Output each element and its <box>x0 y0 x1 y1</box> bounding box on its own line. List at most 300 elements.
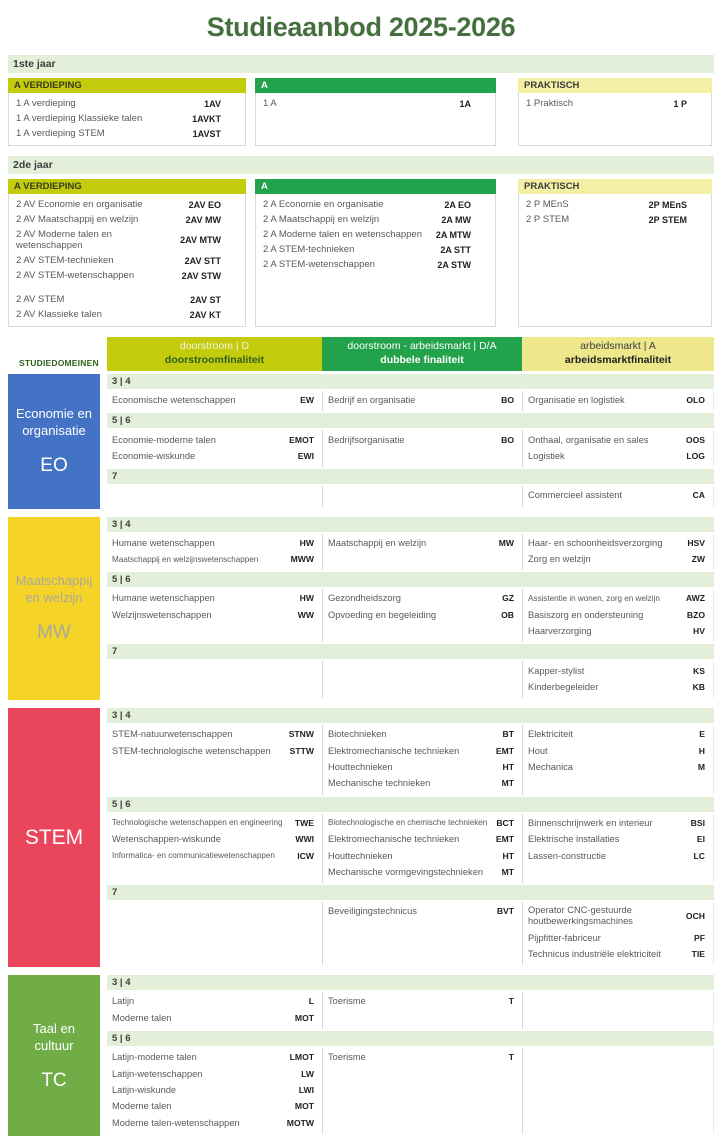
program-box-header: A VERDIEPING <box>8 179 246 194</box>
study-row <box>107 993 322 1009</box>
study-code: MT <box>501 866 514 877</box>
phase-grid <box>107 902 714 965</box>
program-code: 2AV KT <box>189 309 221 320</box>
study-code: KS <box>693 665 705 676</box>
study-row <box>323 759 522 775</box>
phase-band: 7 <box>107 469 714 484</box>
study-code: OLO <box>686 395 705 406</box>
program-box-header: A VERDIEPING <box>8 78 246 93</box>
domain-section-body <box>107 517 714 701</box>
study-code: OCH <box>685 911 705 922</box>
phase-band: 5 | 6 <box>107 413 714 428</box>
study-code: AWZ <box>685 593 705 604</box>
column-header-line1: doorstroom - arbeidsmarkt | D/A <box>347 340 497 352</box>
study-name: Assistentie in wonen, zorg en welzijn <box>528 593 660 603</box>
column-header-line2: dubbele finaliteit <box>380 353 464 366</box>
study-name: Economische wetenschappen <box>112 395 236 406</box>
program-row <box>9 292 245 307</box>
phase-column-3 <box>522 814 714 884</box>
study-name: Latijn-moderne talen <box>112 1052 197 1063</box>
study-code: EMOT <box>289 434 314 445</box>
study-name: Toerisme <box>328 1052 366 1063</box>
phase-band: 3 | 4 <box>107 975 714 990</box>
phase-column-1 <box>107 391 322 411</box>
study-name: Kapper-stylist <box>528 665 585 676</box>
phase-grid <box>107 534 714 571</box>
program-row <box>9 212 245 227</box>
study-name: Wetenschappen-wiskunde <box>112 834 221 845</box>
study-name: Latijn <box>112 996 135 1007</box>
study-code: EMT <box>495 834 514 845</box>
study-row <box>107 831 322 847</box>
program-name: 2 A STEM-technieken <box>263 244 355 255</box>
study-row <box>107 448 322 464</box>
study-row <box>323 847 522 863</box>
study-code: MOTW <box>286 1117 314 1128</box>
study-code: PF <box>694 932 705 943</box>
domain-section <box>8 708 714 967</box>
study-name: Economie-moderne talen <box>112 434 216 445</box>
study-name: Humane wetenschappen <box>112 537 215 548</box>
phase-band: 7 <box>107 885 714 900</box>
study-name: Maatschappij en welzijnswetenschappen <box>112 554 259 564</box>
domain-abbr: TC <box>41 1069 67 1091</box>
domain-name-line: organisatie <box>22 423 86 439</box>
program-code: 2A STT <box>440 244 471 255</box>
program-code: 2AV EO <box>188 199 221 210</box>
phase-column-1 <box>107 430 322 467</box>
program-box-header: PRAKTISCH <box>518 179 712 194</box>
program-row <box>9 96 245 111</box>
study-row <box>323 864 522 880</box>
program-box-body <box>255 93 496 146</box>
domain-abbr: MW <box>37 622 71 644</box>
program-box-body <box>8 93 246 146</box>
program-box-body <box>518 194 712 327</box>
study-row <box>523 431 713 447</box>
program-name: 2 AV STEM-technieken <box>16 255 114 266</box>
study-row <box>523 831 713 847</box>
study-code: HSV <box>687 537 705 548</box>
study-name: Haar- en schoonheidsverzorging <box>528 537 663 548</box>
study-name: Gezondheidszorg <box>328 593 401 604</box>
domain-name-line: Taal en <box>33 1020 75 1036</box>
study-row <box>523 743 713 759</box>
study-code: EI <box>696 834 705 845</box>
study-name: Hout <box>528 745 548 756</box>
column-header-arbeidsmarkt <box>522 337 714 371</box>
study-row <box>323 431 522 447</box>
study-code: MWW <box>290 554 314 565</box>
study-name: STEM-technologische wetenschappen <box>112 745 271 756</box>
program-box <box>255 179 496 327</box>
program-row <box>9 197 245 212</box>
year-1-section <box>8 55 714 146</box>
study-name: Elektromechanische technieken <box>328 745 460 756</box>
study-name: Technologische wetenschappen en engineering <box>112 818 283 828</box>
phase-column-2 <box>322 534 522 571</box>
study-name: Moderne talen <box>112 1012 172 1023</box>
phase-grid <box>107 661 714 698</box>
year-2-boxes <box>8 179 714 327</box>
phase-column-3 <box>522 534 714 571</box>
program-name: 1 A <box>263 98 277 109</box>
program-name: 2 A Moderne talen en wetenschappen <box>263 229 422 240</box>
study-name: Moderne talen <box>112 1101 172 1112</box>
program-name: 2 A Economie en organisatie <box>263 199 384 210</box>
study-row <box>107 1049 322 1065</box>
study-row <box>323 535 522 551</box>
program-row <box>9 111 245 126</box>
program-box-header: A <box>255 78 496 93</box>
study-code: HW <box>299 593 314 604</box>
program-box-body <box>8 194 246 327</box>
study-code: T <box>508 1052 514 1063</box>
phase-column-2 <box>322 992 522 1029</box>
study-row <box>523 662 713 678</box>
domain-name-line: Maatschappij <box>15 573 93 589</box>
program-code: 2AV STT <box>184 255 221 266</box>
phase-grid <box>107 725 714 795</box>
study-code: BZO <box>686 609 705 620</box>
study-name: Maatschappij en welzijn <box>328 537 427 548</box>
program-code: 2A STW <box>437 259 471 270</box>
phase-band: 7 <box>107 644 714 659</box>
phase-column-1 <box>107 902 322 965</box>
study-row <box>107 847 322 863</box>
phase-grid <box>107 391 714 411</box>
program-row <box>519 96 711 111</box>
phase-column-2 <box>322 391 522 411</box>
program-name: 1 A verdieping Klassieke talen <box>16 113 143 124</box>
phase-column-1 <box>107 725 322 795</box>
study-row <box>523 847 713 863</box>
study-row <box>323 775 522 791</box>
column-header-doorstroom <box>107 337 322 371</box>
column-header-line2: doorstroomfinaliteit <box>164 353 265 366</box>
phase-band: 5 | 6 <box>107 572 714 587</box>
phase-column-2 <box>322 725 522 795</box>
study-name: Basiszorg en ondersteuning <box>528 609 644 620</box>
phase-column-2 <box>322 902 522 965</box>
study-code: OOS <box>685 434 705 445</box>
program-row <box>256 96 495 111</box>
phase-column-3 <box>522 589 714 642</box>
study-row <box>523 946 713 962</box>
program-row <box>9 126 245 141</box>
program-code: 2A MW <box>441 214 471 225</box>
study-code: LC <box>693 850 705 861</box>
phase-column-3 <box>522 725 714 795</box>
study-row <box>523 487 713 503</box>
study-row <box>523 815 713 831</box>
study-name: Zorg en welzijn <box>528 554 591 565</box>
year-2-label: 2de jaar <box>8 156 714 174</box>
domain-box <box>8 708 100 967</box>
column-header-line1: arbeidsmarkt | A <box>580 340 656 352</box>
column-header-line2: arbeidsmarktfinaliteit <box>564 353 672 366</box>
phase-grid <box>107 1048 714 1134</box>
study-row <box>107 535 322 551</box>
study-row <box>107 607 322 623</box>
program-box-body <box>518 93 712 146</box>
study-name: Mechanische vormgevingstechnieken <box>328 866 484 877</box>
study-code: HV <box>693 626 705 637</box>
study-name: Operator CNC-gestuurde houtbewerkingsmachines <box>528 905 633 927</box>
study-name: Toerisme <box>328 996 366 1007</box>
study-code: OB <box>501 609 514 620</box>
program-box <box>518 179 712 327</box>
study-row <box>107 1065 322 1081</box>
study-name: Elektromechanische technieken <box>328 834 460 845</box>
phase-column-1 <box>107 534 322 571</box>
domain-box <box>8 517 100 701</box>
phase-column-1 <box>107 486 322 506</box>
program-code: 2A MTW <box>435 229 471 240</box>
program-box <box>8 179 246 327</box>
domain-section-body <box>107 708 714 967</box>
program-box-header: PRAKTISCH <box>518 78 712 93</box>
phase-column-3 <box>522 391 714 411</box>
study-name: STEM-natuurwetenschappen <box>112 729 233 740</box>
study-code: HT <box>502 762 514 773</box>
study-row <box>107 743 322 759</box>
study-row <box>323 743 522 759</box>
study-code: CA <box>692 490 705 501</box>
program-row <box>256 242 495 257</box>
year-1-boxes <box>8 78 714 146</box>
study-name: Economie-wiskunde <box>112 450 196 461</box>
study-code: T <box>508 996 514 1007</box>
study-code: KB <box>692 681 705 692</box>
program-box <box>8 78 246 146</box>
study-name: Binnenschrijnwerk en interieur <box>528 817 653 828</box>
domain-name-line: cultuur <box>34 1037 74 1053</box>
domain-section-body <box>107 374 714 509</box>
program-name: 1 Praktisch <box>526 98 573 109</box>
study-name: Beveiligingstechnicus <box>328 906 417 917</box>
study-row <box>323 903 522 919</box>
domain-abbr: EO <box>40 455 68 477</box>
program-code: 1A <box>459 98 471 109</box>
program-row <box>256 257 495 272</box>
study-name: Moderne talen-wetenschappen <box>112 1117 240 1128</box>
program-box <box>255 78 496 146</box>
study-name: Elektriciteit <box>528 729 573 740</box>
study-row <box>323 392 522 408</box>
study-code: LW <box>301 1068 314 1079</box>
study-name: Lassen-constructie <box>528 850 607 861</box>
study-name: Informatica- en communicatiewetenschappen <box>112 851 275 861</box>
column-header-dubbele-finaliteit <box>322 337 522 371</box>
study-row <box>323 1049 522 1065</box>
phase-column-1 <box>107 661 322 698</box>
program-name: 2 A STEM-wetenschappen <box>263 259 375 270</box>
phase-grid <box>107 589 714 642</box>
program-row <box>256 227 495 242</box>
program-row <box>256 212 495 227</box>
program-box <box>518 78 712 146</box>
study-row <box>323 590 522 606</box>
study-name: Latijn-wiskunde <box>112 1084 177 1095</box>
study-code: ICW <box>297 850 314 861</box>
study-code: BCT <box>496 817 514 828</box>
study-row <box>523 551 713 567</box>
study-row <box>323 815 522 831</box>
study-row <box>107 590 322 606</box>
program-code: 1AVST <box>192 128 221 139</box>
program-name: 1 A verdieping <box>16 98 76 109</box>
program-code: 1AVKT <box>192 113 221 124</box>
study-code: H <box>698 745 705 756</box>
phase-column-3 <box>522 661 714 698</box>
study-row <box>523 607 713 623</box>
study-row <box>523 623 713 639</box>
study-code: WW <box>297 609 314 620</box>
phase-column-3 <box>522 902 714 965</box>
program-code: 2AV STW <box>181 270 221 281</box>
study-name: Haarverzorging <box>528 626 592 637</box>
study-name: Commercieel assistent <box>528 490 623 501</box>
domain-abbr: STEM <box>24 825 84 849</box>
column-header-line1: doorstroom | D <box>179 340 250 352</box>
study-row <box>523 679 713 695</box>
study-name: Technicus industriële elektriciteit <box>528 949 661 960</box>
phase-column-2 <box>322 661 522 698</box>
study-code: EW <box>300 395 314 406</box>
program-box-header: A <box>255 179 496 194</box>
study-name: Houttechnieken <box>328 762 393 773</box>
program-code: 1AV <box>204 98 221 109</box>
studiedomeinen-label: STUDIEDOMEINEN <box>19 358 99 368</box>
study-code: MOT <box>294 1012 314 1023</box>
study-code: BSI <box>690 817 705 828</box>
study-name: Mechanische technieken <box>328 778 431 789</box>
program-code: 2AV MTW <box>180 235 221 245</box>
study-code: BO <box>501 434 514 445</box>
program-name: 2 AV STEM <box>16 294 65 305</box>
phase-column-1 <box>107 589 322 642</box>
study-row <box>107 726 322 742</box>
matrix-header <box>8 337 714 371</box>
study-code: LOG <box>686 450 705 461</box>
program-row <box>9 268 245 283</box>
phase-column-1 <box>107 1048 322 1134</box>
phase-column-2 <box>322 486 522 506</box>
program-code: 2AV MW <box>185 214 221 225</box>
study-code: LWI <box>298 1084 314 1095</box>
study-row <box>323 831 522 847</box>
program-row <box>9 227 245 253</box>
study-row <box>323 993 522 1009</box>
phase-band: 5 | 6 <box>107 1031 714 1046</box>
study-row <box>523 448 713 464</box>
study-code: TIE <box>691 949 705 960</box>
program-code: 2P STEM <box>648 214 687 225</box>
phase-column-2 <box>322 814 522 884</box>
program-code: 2AV ST <box>190 294 221 305</box>
page-title: Studieaanbod 2025-2026 <box>206 12 516 42</box>
study-row <box>107 392 322 408</box>
program-name: 2 P STEM <box>526 214 570 225</box>
phase-band: 3 | 4 <box>107 708 714 723</box>
program-row <box>519 212 711 227</box>
study-code: EWI <box>297 450 314 461</box>
study-code: BVT <box>496 906 514 917</box>
study-name: Pijpfitter-fabriceur <box>528 932 601 943</box>
program-name: 2 AV Moderne talen en wetenschappen <box>16 229 112 251</box>
study-row <box>523 903 713 929</box>
study-row <box>107 815 322 831</box>
program-box-body <box>255 194 496 327</box>
phase-column-3 <box>522 486 714 506</box>
domain-section <box>8 975 714 1136</box>
study-name: Humane wetenschappen <box>112 593 215 604</box>
study-code: GZ <box>502 593 514 604</box>
study-code: BT <box>502 729 514 740</box>
study-row <box>523 726 713 742</box>
study-name: Bedrijf en organisatie <box>328 395 416 406</box>
study-row <box>323 726 522 742</box>
study-code: MOT <box>294 1101 314 1112</box>
study-code: ZW <box>691 554 705 565</box>
program-name: 2 A Maatschappij en welzijn <box>263 214 380 225</box>
phase-grid <box>107 430 714 467</box>
study-code: EMT <box>495 745 514 756</box>
phase-band: 3 | 4 <box>107 517 714 532</box>
study-name: Bedrijfsorganisatie <box>328 434 405 445</box>
program-name: 1 A verdieping STEM <box>16 128 105 139</box>
domain-section-body <box>107 975 714 1136</box>
phase-column-2 <box>322 589 522 642</box>
phase-grid <box>107 486 714 506</box>
study-code: STTW <box>289 745 314 756</box>
phase-column-2 <box>322 430 522 467</box>
study-name: Kinderbegeleider <box>528 681 599 692</box>
study-name: Houttechnieken <box>328 850 393 861</box>
phase-grid <box>107 992 714 1029</box>
study-name: Welzijnswetenschappen <box>112 609 212 620</box>
phase-band: 3 | 4 <box>107 374 714 389</box>
program-code: 1 P <box>673 98 687 109</box>
domain-section <box>8 517 714 701</box>
study-name: Elektrische installaties <box>528 834 620 845</box>
phase-band: 5 | 6 <box>107 797 714 812</box>
study-name: Biotechnologische en chemische technieken <box>328 818 488 828</box>
year-1-label: 1ste jaar <box>8 55 714 73</box>
study-row <box>523 759 713 775</box>
program-row <box>519 197 711 212</box>
program-name: 2 AV Maatschappij en welzijn <box>16 214 139 225</box>
study-name: Biotechnieken <box>328 729 387 740</box>
program-name: 2 P MEnS <box>526 199 569 210</box>
study-name: Onthaal, organisatie en sales <box>528 434 649 445</box>
study-code: TWE <box>294 817 314 828</box>
study-name: Organisatie en logistiek <box>528 395 625 406</box>
study-code: L <box>308 996 314 1007</box>
study-code: HT <box>502 850 514 861</box>
domain-name-line: en welzijn <box>25 590 83 606</box>
study-row <box>523 392 713 408</box>
study-row <box>107 1098 322 1114</box>
study-row <box>323 607 522 623</box>
row-spacer <box>9 283 245 292</box>
phase-column-3 <box>522 1048 714 1134</box>
study-row <box>523 930 713 946</box>
program-row <box>9 253 245 268</box>
domain-sections <box>8 374 714 1136</box>
study-code: M <box>697 762 705 773</box>
